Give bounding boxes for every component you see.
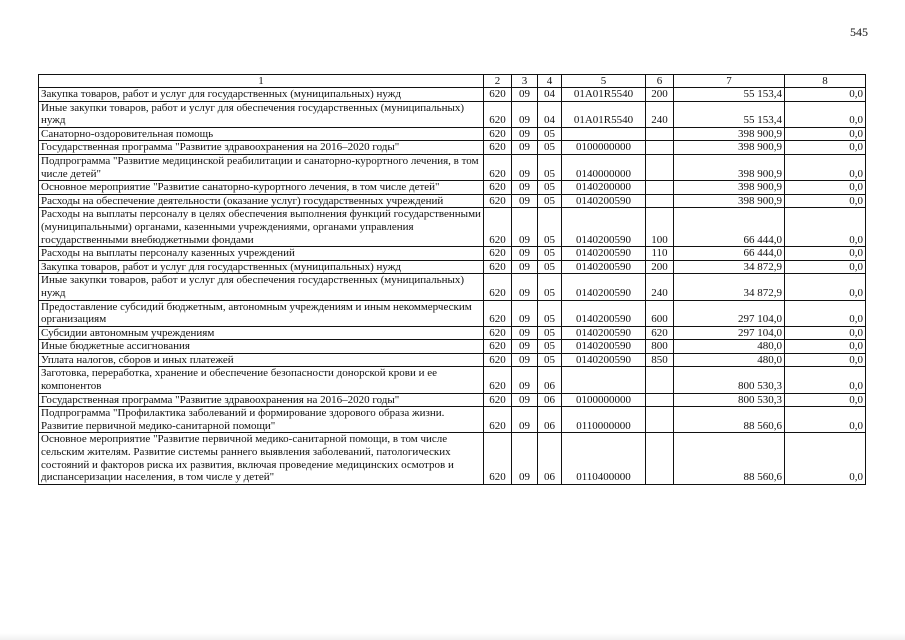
row-vedomstvo: 620 — [484, 260, 512, 274]
row-vr: 850 — [646, 353, 674, 367]
row-name: Расходы на выплаты персоналу в целях обеспечения выполнения функций государственными (муниципальными) органами, казенными учреждениями, органами управления государственными внебюджетными фондами — [39, 208, 484, 247]
row-name: Расходы на выплаты персоналу казенных учреждений — [39, 247, 484, 261]
column-header: 1 — [39, 75, 484, 88]
table-row — [39, 88, 866, 102]
row-sum1: 398 900,9 — [674, 181, 785, 195]
row-name: Подпрограмма "Профилактика заболеваний и формирование здорового образа жизни. Развитие первичной медико-санитарной помощи" — [39, 407, 484, 433]
row-podrazdel: 06 — [538, 393, 562, 407]
budget-table — [38, 74, 866, 485]
row-sum1: 398 900,9 — [674, 141, 785, 155]
row-csr: 0110000000 — [562, 407, 646, 433]
row-name: Закупка товаров, работ и услуг для государственных (муниципальных) нужд — [39, 88, 484, 102]
row-name: Государственная программа "Развитие здравоохранения на 2016–2020 годы" — [39, 393, 484, 407]
column-header: 8 — [785, 75, 866, 88]
row-vedomstvo: 620 — [484, 433, 512, 484]
table-row — [39, 154, 866, 180]
row-razdel: 09 — [512, 300, 538, 326]
row-razdel: 09 — [512, 154, 538, 180]
table-row — [39, 127, 866, 141]
row-name: Предоставление субсидий бюджетным, автономным учреждениям и иным некоммерческим организациям — [39, 300, 484, 326]
row-sum1: 800 530,3 — [674, 367, 785, 393]
row-vr: 100 — [646, 208, 674, 247]
row-vedomstvo: 620 — [484, 181, 512, 195]
row-csr: 0140200590 — [562, 353, 646, 367]
row-razdel: 09 — [512, 407, 538, 433]
row-name: Подпрограмма "Развитие медицинской реабилитации и санаторно-курортного лечения, в том числе детей" — [39, 154, 484, 180]
column-header: 4 — [538, 75, 562, 88]
row-name: Уплата налогов, сборов и иных платежей — [39, 353, 484, 367]
row-name: Субсидии автономным учреждениям — [39, 326, 484, 340]
row-sum2: 0,0 — [785, 101, 866, 127]
row-podrazdel: 05 — [538, 127, 562, 141]
row-vr — [646, 181, 674, 195]
row-csr: 0140200000 — [562, 181, 646, 195]
row-sum2: 0,0 — [785, 141, 866, 155]
row-sum2: 0,0 — [785, 260, 866, 274]
row-razdel: 09 — [512, 208, 538, 247]
row-name: Основное мероприятие "Развитие санаторно-курортного лечения, в том числе детей" — [39, 181, 484, 195]
row-razdel: 09 — [512, 367, 538, 393]
row-podrazdel: 05 — [538, 208, 562, 247]
row-csr: 0140200590 — [562, 274, 646, 300]
row-vr: 240 — [646, 274, 674, 300]
row-csr — [562, 127, 646, 141]
scan-edge — [0, 633, 905, 640]
row-name: Санаторно-оздоровительная помощь — [39, 127, 484, 141]
row-name: Закупка товаров, работ и услуг для государственных (муниципальных) нужд — [39, 260, 484, 274]
row-podrazdel: 05 — [538, 181, 562, 195]
row-razdel: 09 — [512, 353, 538, 367]
column-header: 6 — [646, 75, 674, 88]
row-sum1: 66 444,0 — [674, 208, 785, 247]
row-csr: 0140200590 — [562, 300, 646, 326]
row-vr: 200 — [646, 260, 674, 274]
table-row — [39, 181, 866, 195]
row-vedomstvo: 620 — [484, 208, 512, 247]
row-csr: 0100000000 — [562, 393, 646, 407]
row-vedomstvo: 620 — [484, 326, 512, 340]
row-podrazdel: 05 — [538, 274, 562, 300]
row-vedomstvo: 620 — [484, 127, 512, 141]
table-row — [39, 194, 866, 208]
row-name: Основное мероприятие "Развитие первичной медико-санитарной помощи, в том числе сельским жителям. Развитие системы раннего выявления заболеваний, патологических состояний и факторов риска их развития, включая проведение медицинских осмотров и диспансеризации населения, в том числе у детей" — [39, 433, 484, 484]
row-vr: 110 — [646, 247, 674, 261]
row-vedomstvo: 620 — [484, 367, 512, 393]
row-vr: 620 — [646, 326, 674, 340]
row-podrazdel: 05 — [538, 247, 562, 261]
row-razdel: 09 — [512, 194, 538, 208]
row-sum1: 55 153,4 — [674, 101, 785, 127]
row-sum2: 0,0 — [785, 300, 866, 326]
row-razdel: 09 — [512, 340, 538, 354]
table-row — [39, 274, 866, 300]
row-vedomstvo: 620 — [484, 194, 512, 208]
table-row — [39, 300, 866, 326]
row-razdel: 09 — [512, 326, 538, 340]
row-razdel: 09 — [512, 127, 538, 141]
row-csr: 01А01R5540 — [562, 88, 646, 102]
row-vedomstvo: 620 — [484, 407, 512, 433]
row-csr — [562, 367, 646, 393]
row-vr — [646, 393, 674, 407]
row-sum2: 0,0 — [785, 247, 866, 261]
row-sum2: 0,0 — [785, 433, 866, 484]
row-sum1: 398 900,9 — [674, 127, 785, 141]
row-sum1: 66 444,0 — [674, 247, 785, 261]
row-vr — [646, 194, 674, 208]
row-sum1: 398 900,9 — [674, 194, 785, 208]
row-vedomstvo: 620 — [484, 393, 512, 407]
row-vedomstvo: 620 — [484, 274, 512, 300]
table-row — [39, 260, 866, 274]
row-sum2: 0,0 — [785, 154, 866, 180]
row-vr — [646, 154, 674, 180]
row-vedomstvo: 620 — [484, 101, 512, 127]
row-podrazdel: 06 — [538, 407, 562, 433]
row-sum2: 0,0 — [785, 88, 866, 102]
row-sum2: 0,0 — [785, 181, 866, 195]
row-name: Расходы на обеспечение деятельности (оказание услуг) государственных учреждений — [39, 194, 484, 208]
row-razdel: 09 — [512, 181, 538, 195]
row-podrazdel: 05 — [538, 154, 562, 180]
table-row — [39, 353, 866, 367]
row-sum2: 0,0 — [785, 340, 866, 354]
row-sum1: 88 560,6 — [674, 433, 785, 484]
row-csr: 01А01R5540 — [562, 101, 646, 127]
column-header: 7 — [674, 75, 785, 88]
row-podrazdel: 05 — [538, 300, 562, 326]
row-sum2: 0,0 — [785, 367, 866, 393]
column-header: 3 — [512, 75, 538, 88]
row-csr: 0140200590 — [562, 194, 646, 208]
row-vr: 240 — [646, 101, 674, 127]
row-sum1: 55 153,4 — [674, 88, 785, 102]
row-razdel: 09 — [512, 393, 538, 407]
row-csr: 0140000000 — [562, 154, 646, 180]
row-sum1: 800 530,3 — [674, 393, 785, 407]
row-vr — [646, 141, 674, 155]
table-row — [39, 101, 866, 127]
row-vedomstvo: 620 — [484, 300, 512, 326]
table-row — [39, 367, 866, 393]
row-name: Иные бюджетные ассигнования — [39, 340, 484, 354]
table-row — [39, 326, 866, 340]
row-sum1: 88 560,6 — [674, 407, 785, 433]
row-name: Заготовка, переработка, хранение и обеспечение безопасности донорской крови и ее компонентов — [39, 367, 484, 393]
row-vr — [646, 367, 674, 393]
row-vr: 200 — [646, 88, 674, 102]
row-podrazdel: 05 — [538, 260, 562, 274]
row-podrazdel: 05 — [538, 326, 562, 340]
row-vedomstvo: 620 — [484, 88, 512, 102]
row-name: Иные закупки товаров, работ и услуг для обеспечения государственных (муниципальных) нужд — [39, 274, 484, 300]
row-sum2: 0,0 — [785, 407, 866, 433]
table-row — [39, 340, 866, 354]
table-row — [39, 393, 866, 407]
row-csr: 0140200590 — [562, 260, 646, 274]
table-row — [39, 407, 866, 433]
row-vr — [646, 433, 674, 484]
header-row — [39, 75, 866, 88]
row-vr: 600 — [646, 300, 674, 326]
row-csr: 0100000000 — [562, 141, 646, 155]
row-name: Государственная программа "Развитие здравоохранения на 2016–2020 годы" — [39, 141, 484, 155]
row-razdel: 09 — [512, 141, 538, 155]
row-csr: 0140200590 — [562, 208, 646, 247]
row-vr — [646, 407, 674, 433]
row-sum1: 297 104,0 — [674, 326, 785, 340]
row-sum2: 0,0 — [785, 208, 866, 247]
row-sum2: 0,0 — [785, 353, 866, 367]
row-name: Иные закупки товаров, работ и услуг для обеспечения государственных (муниципальных) нужд — [39, 101, 484, 127]
row-vedomstvo: 620 — [484, 340, 512, 354]
row-vedomstvo: 620 — [484, 141, 512, 155]
row-podrazdel: 05 — [538, 353, 562, 367]
page-number: 545 — [850, 25, 868, 39]
row-podrazdel: 05 — [538, 141, 562, 155]
row-csr: 0140200590 — [562, 340, 646, 354]
row-sum2: 0,0 — [785, 326, 866, 340]
row-razdel: 09 — [512, 260, 538, 274]
row-razdel: 09 — [512, 274, 538, 300]
row-vedomstvo: 620 — [484, 353, 512, 367]
row-csr: 0140200590 — [562, 326, 646, 340]
row-razdel: 09 — [512, 247, 538, 261]
row-podrazdel: 04 — [538, 101, 562, 127]
table-row — [39, 247, 866, 261]
row-podrazdel: 05 — [538, 340, 562, 354]
row-csr: 0140200590 — [562, 247, 646, 261]
row-vedomstvo: 620 — [484, 247, 512, 261]
row-vr — [646, 127, 674, 141]
row-sum1: 297 104,0 — [674, 300, 785, 326]
row-sum1: 480,0 — [674, 340, 785, 354]
table-row — [39, 208, 866, 247]
row-sum2: 0,0 — [785, 194, 866, 208]
row-podrazdel: 06 — [538, 433, 562, 484]
row-razdel: 09 — [512, 101, 538, 127]
row-vedomstvo: 620 — [484, 154, 512, 180]
row-sum1: 34 872,9 — [674, 260, 785, 274]
row-sum2: 0,0 — [785, 393, 866, 407]
row-podrazdel: 06 — [538, 367, 562, 393]
column-header: 5 — [562, 75, 646, 88]
row-podrazdel: 04 — [538, 88, 562, 102]
row-razdel: 09 — [512, 433, 538, 484]
table-row — [39, 433, 866, 484]
row-sum2: 0,0 — [785, 274, 866, 300]
column-header: 2 — [484, 75, 512, 88]
row-podrazdel: 05 — [538, 194, 562, 208]
table-row — [39, 141, 866, 155]
row-sum1: 480,0 — [674, 353, 785, 367]
row-sum1: 398 900,9 — [674, 154, 785, 180]
row-razdel: 09 — [512, 88, 538, 102]
row-sum2: 0,0 — [785, 127, 866, 141]
row-sum1: 34 872,9 — [674, 274, 785, 300]
row-csr: 0110400000 — [562, 433, 646, 484]
row-vr: 800 — [646, 340, 674, 354]
